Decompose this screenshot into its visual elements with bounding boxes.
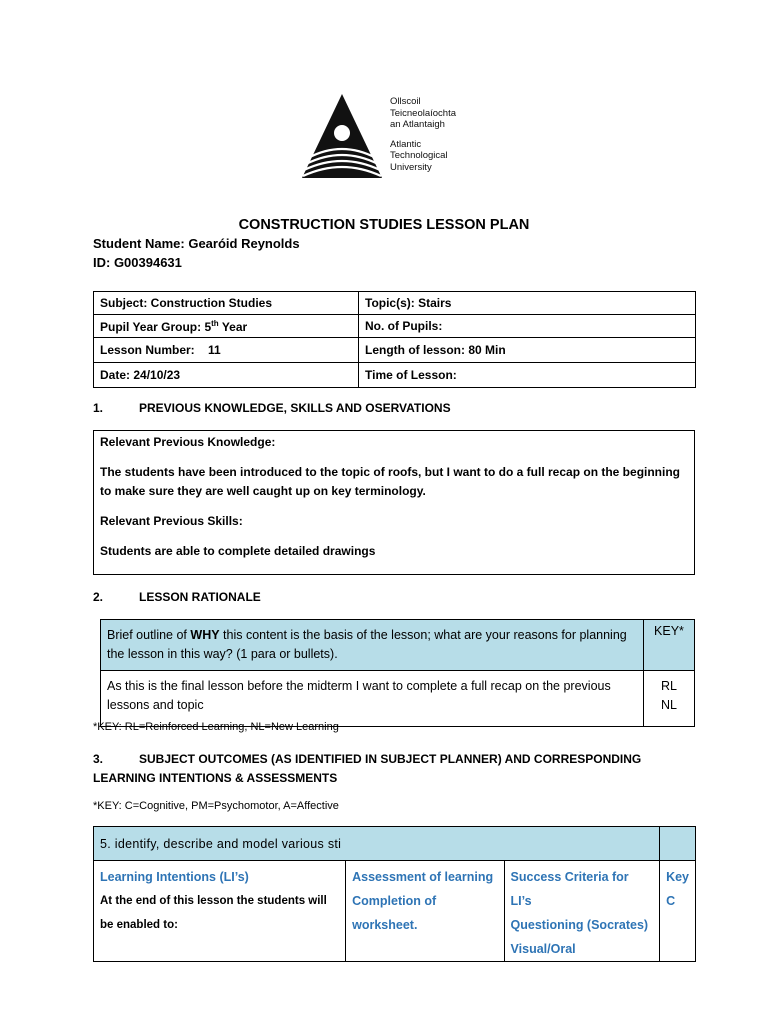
num-pupils-cell: No. of Pupils: [359, 315, 696, 338]
rationale-key-values [644, 671, 695, 727]
date-cell: Date: 24/10/23 [94, 363, 359, 388]
lesson-length-cell: Length of lesson: 80 Min [359, 338, 696, 363]
learning-intentions-text: At the end of this lesson the students will be enabled to: [100, 895, 327, 931]
year-group-cell [94, 315, 359, 338]
table-row [101, 671, 695, 727]
section-number: 1. [93, 401, 104, 415]
col-header: Success Criteria for LI’s [510, 870, 629, 908]
page-title: CONSTRUCTION STUDIES LESSON PLAN [238, 217, 530, 233]
section-number: 3. [93, 752, 104, 766]
assessment-text: Completion of [352, 894, 437, 908]
topic-cell: Topic(s): Stairs [359, 292, 696, 315]
col-header: Learning Intentions (LI’s) [100, 870, 249, 884]
section-title-line2: LEARNING INTENTIONS & ASSESSMENTS [93, 771, 338, 785]
table-row [94, 861, 696, 962]
section-title: SUBJECT OUTCOMES (AS IDENTIFIED IN SUBJECT PLANNER) AND CORRESPONDING [139, 752, 642, 766]
previous-knowledge-box [93, 430, 695, 575]
table-row [94, 292, 696, 315]
atu-logo-mark-icon [300, 88, 390, 183]
knowledge-text: The students have been introduced to the topic of roofs, but I want to do a full recap on the beginning to make sure they are well caught up on key terminology. [100, 465, 681, 498]
logo-english-line: Atlantic [390, 138, 422, 150]
rationale-key-note: *KEY: RL=Reinforced Learning, NL=New Learning [93, 721, 339, 733]
key-value: NL [661, 698, 677, 712]
section-number: 2. [93, 590, 104, 604]
success-criteria-cell [504, 861, 660, 962]
outcome-header-key [660, 827, 696, 861]
year-group-suffix: Year [218, 319, 248, 334]
skills-text: Students are able to complete detailed drawings [100, 544, 376, 558]
year-group-label: Pupil Year Group: 5 [100, 319, 212, 334]
header-text: Brief outline of [107, 628, 191, 642]
rationale-body: As this is the final lesson before the midterm I want to complete a full recap on the previous lessons and topic [101, 671, 644, 727]
lesson-number-cell: Lesson Number: 11 [94, 338, 359, 363]
outcomes-table [93, 826, 696, 962]
table-row [94, 363, 696, 388]
logo-irish-line: Teicneolaíochta [390, 107, 457, 119]
student-id: ID: G00394631 [93, 255, 182, 270]
subject-cell: Subject: Construction Studies [94, 292, 359, 315]
outcome-header: 5. identify, describe and model various sti [94, 827, 660, 861]
student-name: Student Name: Gearóid Reynolds [93, 236, 300, 251]
assessment-cell [346, 861, 504, 962]
section-2-heading [93, 590, 261, 604]
section-3-heading [93, 750, 641, 788]
logo-english-line: University [390, 161, 432, 173]
key-cell [660, 861, 696, 962]
atu-logo-text [390, 96, 456, 173]
success-criteria-text: Questioning (Socrates) [510, 918, 649, 932]
rationale-header [101, 620, 644, 671]
header-text: this content is the basis of the lesson; what are your reasons for planning the lesson in this way? (1 para or bullets). [107, 628, 627, 661]
lesson-time-cell: Time of Lesson: [359, 363, 696, 388]
rationale-table [100, 619, 695, 727]
success-criteria-text: Visual/Oral [510, 942, 576, 956]
table-row [101, 620, 695, 671]
key-value: RL [661, 679, 677, 693]
header-emphasis: WHY [190, 628, 220, 642]
lesson-details-table [93, 291, 696, 388]
section-title: PREVIOUS KNOWLEDGE, SKILLS AND OSERVATIONS [139, 401, 451, 415]
table-row [94, 827, 696, 861]
col-header: Assessment of learning [352, 870, 494, 884]
outcomes-key-note: *KEY: C=Cognitive, PM=Psychomotor, A=Affective [93, 800, 339, 812]
table-row [94, 315, 696, 338]
col-header: Key [666, 870, 689, 884]
knowledge-label: Relevant Previous Knowledge: [100, 435, 276, 449]
table-row [94, 338, 696, 363]
logo-irish-line: an Atlantaigh [390, 119, 445, 130]
logo-english-line: Technological [390, 150, 448, 161]
section-title: LESSON RATIONALE [139, 590, 261, 604]
assessment-text: worksheet. [352, 918, 418, 932]
logo-irish-line: Ollscoil [390, 96, 421, 107]
key-value: C [666, 894, 676, 908]
section-1-heading [93, 401, 451, 415]
learning-intentions-cell [94, 861, 346, 962]
rationale-key-header: KEY* [644, 620, 695, 671]
year-group-sup: th [211, 318, 219, 328]
skills-label: Relevant Previous Skills: [100, 514, 243, 528]
